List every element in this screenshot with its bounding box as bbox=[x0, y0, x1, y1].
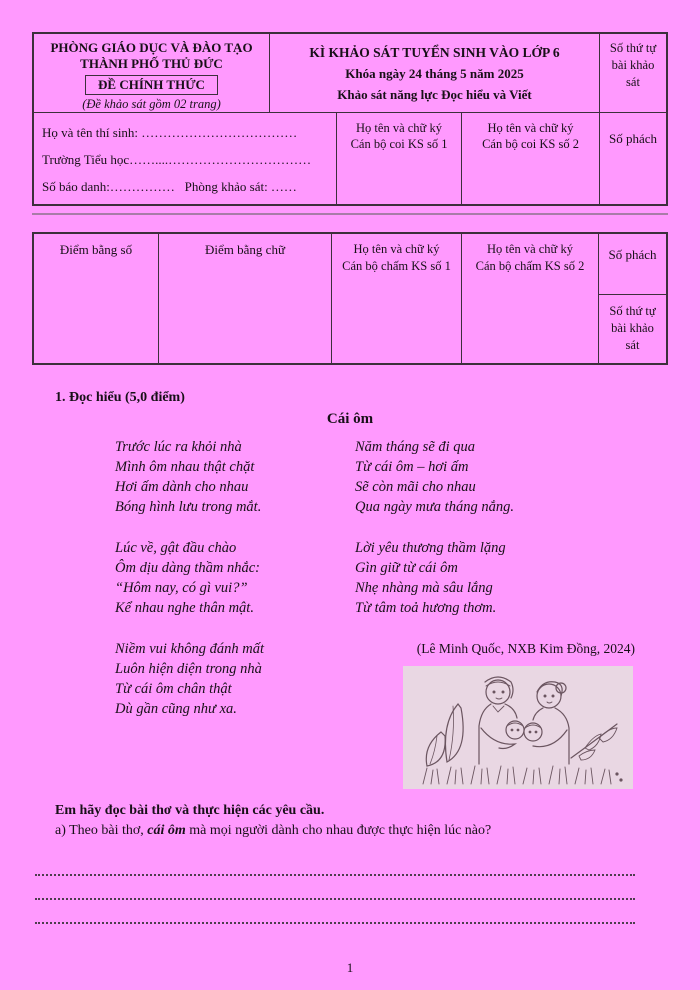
poem-line: “Hôm nay, có gì vui?” bbox=[115, 580, 248, 596]
poem-stanza-4 bbox=[355, 437, 668, 517]
official-exam-badge: ĐỀ CHÍNH THỨC bbox=[85, 75, 218, 95]
phach-cut-line bbox=[32, 213, 668, 215]
score-words-cell: Điểm bằng chữ bbox=[159, 234, 332, 363]
exam-subject: Khảo sát năng lực Đọc hiểu và Viết bbox=[337, 87, 532, 102]
poem-right-column bbox=[355, 437, 668, 789]
proctor2-cell bbox=[462, 113, 600, 204]
exam-title-cell bbox=[270, 34, 600, 112]
code-number-cell: Số phách bbox=[608, 131, 658, 146]
poem-line: Từ tâm toả hương thơm. bbox=[355, 600, 497, 616]
section-heading: 1. Đọc hiểu (5,0 điểm) bbox=[55, 390, 185, 405]
question-a-emphasis: cái ôm bbox=[147, 823, 186, 838]
poem-line: Sẽ còn mãi cho nhau bbox=[355, 479, 476, 495]
poem-line: Hơi ấm dành cho nhau bbox=[115, 479, 249, 495]
poem-line: Mình ôm nhau thật chặt bbox=[115, 459, 255, 475]
question-a-prefix: a) Theo bài thơ, bbox=[55, 823, 148, 838]
poem-body bbox=[32, 437, 668, 789]
question-a-suffix: mà mọi người dành cho nhau được thực hiện lúc nào? bbox=[185, 823, 492, 838]
task-instruction: Em hãy đọc bài thơ và thực hiện các yêu cầu. bbox=[55, 803, 325, 818]
grader1-line2: Cán bộ chấm KS số 1 bbox=[342, 259, 451, 273]
poem-stanza-1 bbox=[115, 437, 355, 517]
poem-line: Dù gần cũng như xa. bbox=[115, 701, 237, 717]
issuer-cell bbox=[34, 34, 270, 112]
proctor2-line1: Họ tên và chữ ký bbox=[487, 121, 574, 135]
poem-line: Bóng hình lưu trong mắt. bbox=[115, 499, 262, 515]
proctor1-cell bbox=[337, 113, 462, 204]
poem-attribution: (Lê Minh Quốc, NXB Kim Đồng, 2024) bbox=[416, 641, 635, 656]
poem-line: Gìn giữ từ cái ôm bbox=[355, 560, 458, 576]
question-a bbox=[55, 823, 668, 839]
score-number-cell: Điểm bằng số bbox=[34, 234, 159, 363]
poem-line: Từ cái ôm – hơi ấm bbox=[355, 459, 469, 475]
poem-stanza-3 bbox=[115, 639, 355, 719]
proctor1-line1: Họ tên và chữ ký bbox=[356, 121, 442, 135]
grader2-line2: Cán bộ chấm KS số 2 bbox=[475, 259, 585, 273]
poem-line: Qua ngày mưa tháng nắng. bbox=[355, 499, 514, 515]
proctor2-line2: Cán bộ coi KS số 2 bbox=[482, 137, 579, 151]
answer-area bbox=[35, 854, 635, 924]
poem-line: Từ cái ôm chân thật bbox=[115, 681, 232, 697]
candidate-name-line: Họ và tên thí sinh: ……………………………… bbox=[42, 125, 298, 140]
candidate-info-cell bbox=[34, 113, 337, 204]
poem-left-column bbox=[115, 437, 355, 789]
candidate-number-line: Số báo danh:…………… Phòng khảo sát: …… bbox=[42, 179, 297, 194]
score-code-column bbox=[599, 234, 666, 363]
page-number: 1 bbox=[346, 960, 354, 975]
answer-line bbox=[35, 878, 635, 900]
issuer-line1: PHÒNG GIÁO DỤC VÀ ĐÀO TẠO bbox=[50, 40, 253, 55]
grader2-cell bbox=[462, 234, 599, 363]
score-code-cell: Số phách bbox=[599, 234, 666, 295]
pages-note: (Đề khảo sát gồm 02 trang) bbox=[82, 97, 221, 111]
poem-line: Niềm vui không đánh mất bbox=[115, 641, 265, 657]
grader2-line1: Họ tên và chữ ký bbox=[487, 242, 573, 256]
poem-stanza-5 bbox=[355, 538, 668, 618]
proctor1-line2: Cán bộ coi KS số 1 bbox=[350, 137, 448, 151]
exam-header-table bbox=[32, 32, 668, 206]
poem-line: Lời yêu thương thầm lặng bbox=[355, 540, 506, 556]
grader1-line1: Họ tên và chữ ký bbox=[353, 242, 440, 256]
family-hug-illustration bbox=[403, 666, 633, 789]
grader1-cell bbox=[332, 234, 462, 363]
score-order-cell: Số thứ tự bài khảo sát bbox=[609, 304, 656, 352]
poem-line: Ôm dịu dàng thầm nhắc: bbox=[115, 560, 260, 576]
poem-line: Luôn hiện diện trong nhà bbox=[115, 661, 262, 677]
poem-stanza-2 bbox=[115, 538, 355, 618]
issuer-line2: THÀNH PHỐ THỦ ĐỨC bbox=[80, 56, 223, 71]
score-table bbox=[32, 232, 668, 365]
answer-line bbox=[35, 854, 635, 876]
poem-line: Nhẹ nhàng mà sâu lắng bbox=[355, 580, 493, 596]
poem-line: Lúc về, gật đầu chào bbox=[115, 540, 237, 556]
exam-title: KÌ KHẢO SÁT TUYỂN SINH VÀO LỚP 6 bbox=[309, 45, 560, 60]
poem-line: Trước lúc ra khỏi nhà bbox=[115, 439, 242, 455]
poem-line: Năm tháng sẽ đi qua bbox=[355, 439, 476, 455]
candidate-school-line: Trường Tiểu học……....…………………………… bbox=[42, 152, 312, 167]
exam-session: Khóa ngày 24 tháng 5 năm 2025 bbox=[345, 66, 524, 81]
answer-line bbox=[35, 902, 635, 924]
poem-title: Cái ôm bbox=[326, 411, 374, 427]
poem-line: Kể nhau nghe thân mật. bbox=[115, 600, 254, 616]
order-number-cell: Số thứ tự bài khảo sát bbox=[609, 41, 657, 89]
